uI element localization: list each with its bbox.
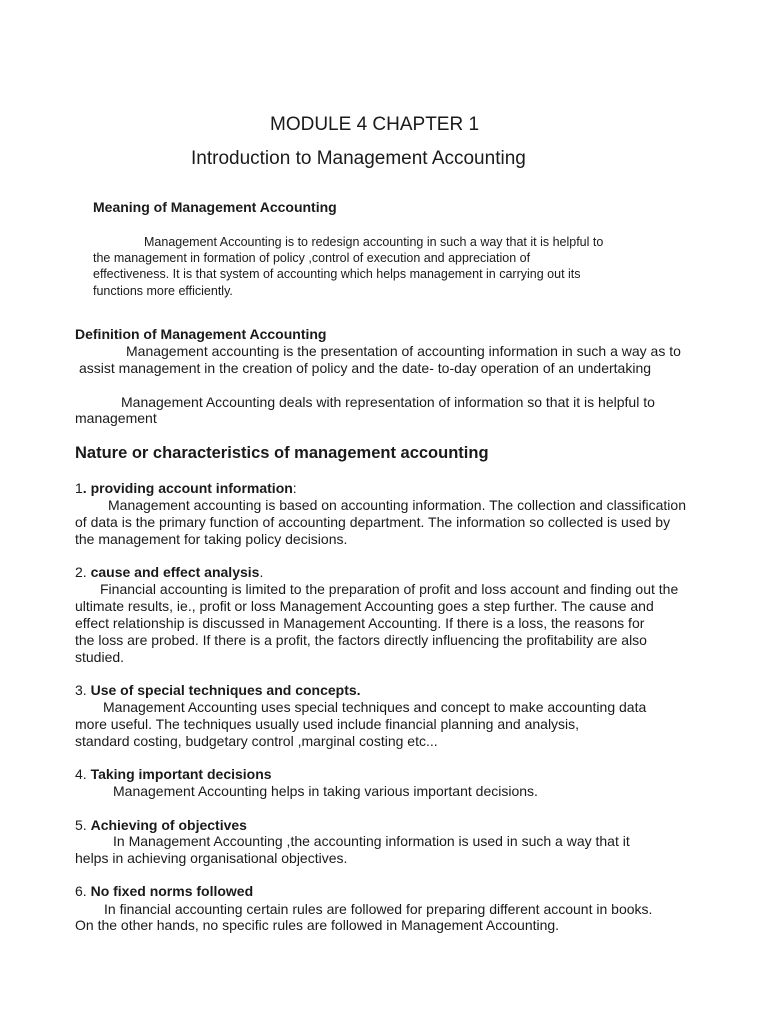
meaning-line-3: effectiveness. It is that system of accounting which helps management in carrying out its [93, 267, 581, 281]
meaning-line-1: Management Accounting is to redesign accounting in such a way that it is helpful to [144, 235, 604, 249]
item-title: No fixed norms followed [90, 883, 254, 899]
item-number: 1 [75, 480, 83, 496]
nature-item-1-line-2: of data is the primary function of accounting department. The information so collected is used by [75, 514, 671, 530]
nature-item-5-line-2: helps in achieving organisational objectives. [75, 850, 348, 866]
nature-item-5-heading [75, 817, 247, 834]
definition-para1-line-1: Management accounting is the presentation of accounting information in such a way as to [126, 343, 681, 359]
nature-item-2-line-4: the loss are probed. If there is a profit, the factors directly influencing the profitability are also [75, 632, 647, 648]
meaning-line-4: functions more efficiently. [93, 284, 233, 298]
meaning-line-2: the management in formation of policy ,control of execution and appreciation of [93, 251, 531, 265]
nature-item-6-line-2: On the other hands, no specific rules are followed in Management Accounting. [75, 917, 560, 933]
nature-item-1-heading [75, 480, 297, 497]
nature-item-2-line-2: ultimate results, ie., profit or loss Management Accounting goes a step further. The cause and [75, 598, 654, 614]
nature-item-4-line-1: Management Accounting helps in taking various important decisions. [113, 783, 538, 799]
nature-item-6-heading [75, 883, 253, 900]
meaning-heading: Meaning of Management Accounting [93, 199, 337, 215]
nature-heading: Nature or characteristics of management accounting [75, 444, 489, 462]
nature-item-3-heading [75, 682, 361, 699]
nature-item-1-line-3: the management for taking policy decisions. [75, 531, 348, 547]
nature-item-5-line-1: In Management Accounting ,the accounting information is used in such a way that it [113, 833, 630, 849]
definition-para2-line-1: Management Accounting deals with representation of information so that it is helpful to [121, 394, 655, 410]
nature-item-2-line-1: Financial accounting is limited to the preparation of profit and loss account and finding out the [100, 581, 679, 597]
item-title: . providing account information [82, 480, 293, 496]
item-number: 4. [75, 766, 91, 782]
definition-para2-line-2: management [75, 410, 157, 426]
item-number: 3. [75, 682, 91, 698]
definition-heading: Definition of Management Accounting [75, 326, 327, 342]
nature-item-4-heading [75, 766, 272, 783]
nature-item-3-line-3: standard costing, budgetary control ,marginal costing etc... [75, 733, 438, 749]
item-number: 5. [75, 817, 91, 833]
nature-item-1-line-1: Management accounting is based on accounting information. The collection and classification [108, 497, 686, 513]
definition-para1-line-2: assist management in the creation of policy and the date- to-day operation of an undertaking [79, 360, 652, 376]
nature-item-2-line-5: studied. [75, 649, 125, 665]
item-number: 2. [75, 564, 91, 580]
nature-item-3-line-2: more useful. The techniques usually used include financial planning and analysis, [75, 716, 580, 732]
module-title: MODULE 4 CHAPTER 1 [270, 114, 480, 135]
item-suffix: : [292, 480, 297, 496]
item-title: cause and effect analysis [90, 564, 260, 580]
item-title: Taking important decisions [90, 766, 272, 782]
item-number: 6. [75, 883, 91, 899]
item-suffix: . [259, 564, 264, 580]
item-title: Achieving of objectives [90, 817, 247, 833]
nature-item-3-line-1: Management Accounting uses special techniques and concept to make accounting data [103, 699, 647, 715]
item-title: Use of special techniques and concepts. [90, 682, 361, 698]
nature-item-2-heading [75, 564, 263, 581]
nature-item-2-line-3: effect relationship is discussed in Management Accounting. If there is a loss, the reasons for [75, 615, 645, 631]
nature-item-6-line-1: In financial accounting certain rules are followed for preparing different account in books. [104, 901, 653, 917]
page-title: Introduction to Management Accounting [191, 148, 526, 169]
